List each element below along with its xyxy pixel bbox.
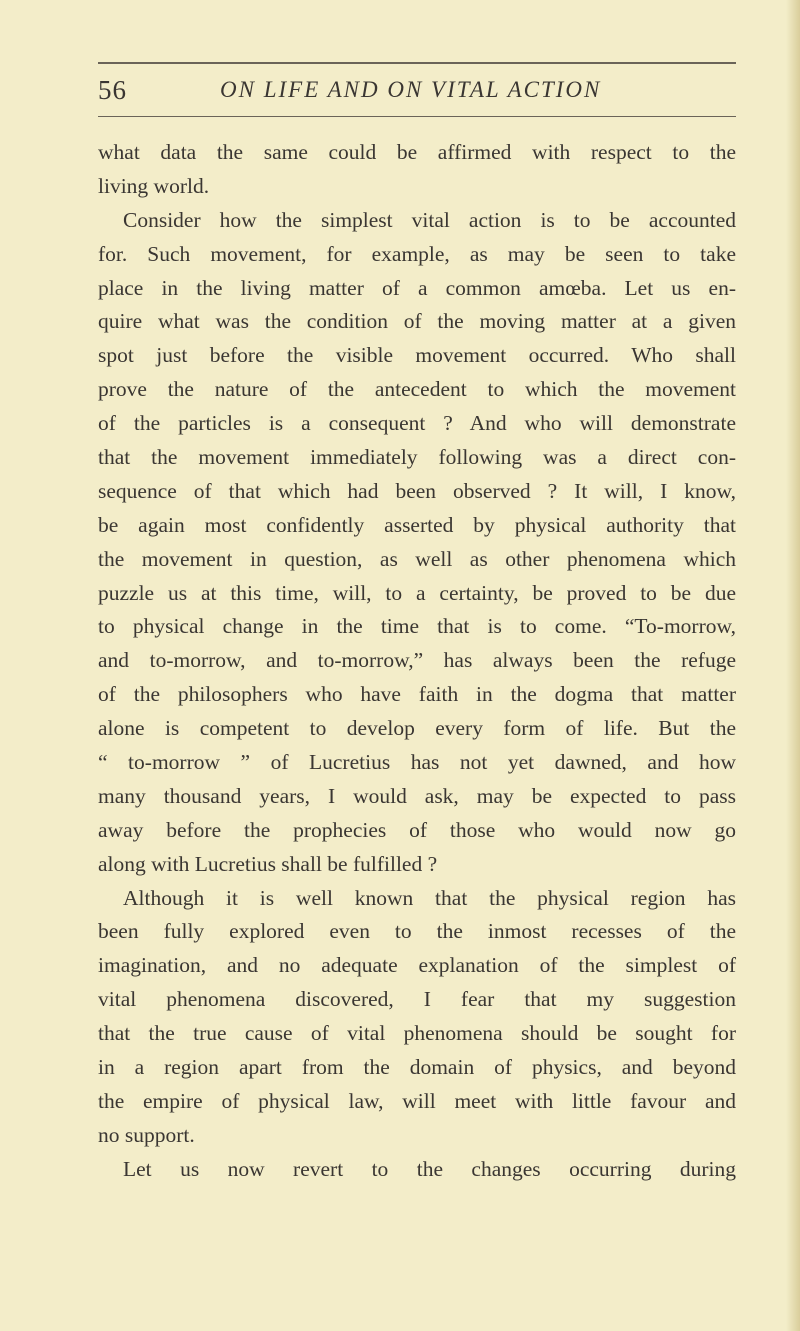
text-line: along with Lucretius shall be fulfilled ? xyxy=(98,851,438,876)
text-line: away before the prophecies of those who would now go xyxy=(98,817,736,842)
text-line: the empire of physical law, will meet with little favour and xyxy=(98,1088,736,1113)
text-line: many thousand years, I would ask, may be expected to pass xyxy=(98,783,736,808)
text-line: no support. xyxy=(98,1122,195,1147)
text-line: been fully explored even to the inmost recesses of the xyxy=(98,919,736,944)
text-line: of the philosophers who have faith in the dogma that matter xyxy=(98,682,736,707)
text-line: for. Such movement, for example, as may be seen to take xyxy=(98,241,736,266)
text-line: imagination, and no adequate explanation of the simplest of xyxy=(98,953,736,978)
text-line: that the true cause of vital phenomena should be sought for xyxy=(98,1021,736,1046)
page-edge-shading xyxy=(786,0,800,1331)
text-line: living world. xyxy=(98,173,210,198)
page-header xyxy=(98,72,736,112)
text-line: Let us now revert to the changes occurring during xyxy=(123,1156,736,1181)
text-line: “ to-morrow ” of Lucretius has not yet dawned, and how xyxy=(98,750,736,775)
text-line: prove the nature of the antecedent to which the movement xyxy=(98,377,736,402)
text-line: Although it is well known that the physical region has xyxy=(123,885,736,910)
text-line: the movement in question, as well as other phenomena which xyxy=(98,546,736,571)
page-number: 56 xyxy=(98,75,127,105)
text-line: be again most confidently asserted by physical authority that xyxy=(98,512,736,537)
text-line: of the particles is a consequent ? And who will demonstrate xyxy=(98,411,736,436)
text-line: and to-morrow, and to-morrow,” has always been the refuge xyxy=(98,648,736,673)
text-line: quire what was the condition of the moving matter at a given xyxy=(98,309,736,334)
top-rule xyxy=(98,62,736,64)
text-line: place in the living matter of a common amœba. Let us en- xyxy=(98,275,736,300)
text-line: sequence of that which had been observed ? It will, I know, xyxy=(98,478,736,503)
text-line: vital phenomena discovered, I fear that my suggestion xyxy=(98,987,736,1012)
text-line: to physical change in the time that is to come. “To-morrow, xyxy=(98,614,736,639)
running-head: ON LIFE AND ON VITAL ACTION xyxy=(220,77,602,102)
text-line: alone is competent to develop every form of life. But the xyxy=(98,716,736,741)
header-rule xyxy=(98,116,736,117)
text-line: what data the same could be affirmed with respect to the xyxy=(98,140,736,164)
text-line: spot just before the visible movement occurred. Who shall xyxy=(98,343,736,368)
text-line: in a region apart from the domain of physics, and beyond xyxy=(98,1055,736,1080)
text-line: Consider how the simplest vital action is to be accounted xyxy=(123,207,736,232)
body-text xyxy=(98,136,736,1187)
text-line: puzzle us at this time, will, to a certainty, be proved to be due xyxy=(98,580,736,605)
text-line: that the movement immediately following was a direct con- xyxy=(98,445,736,470)
